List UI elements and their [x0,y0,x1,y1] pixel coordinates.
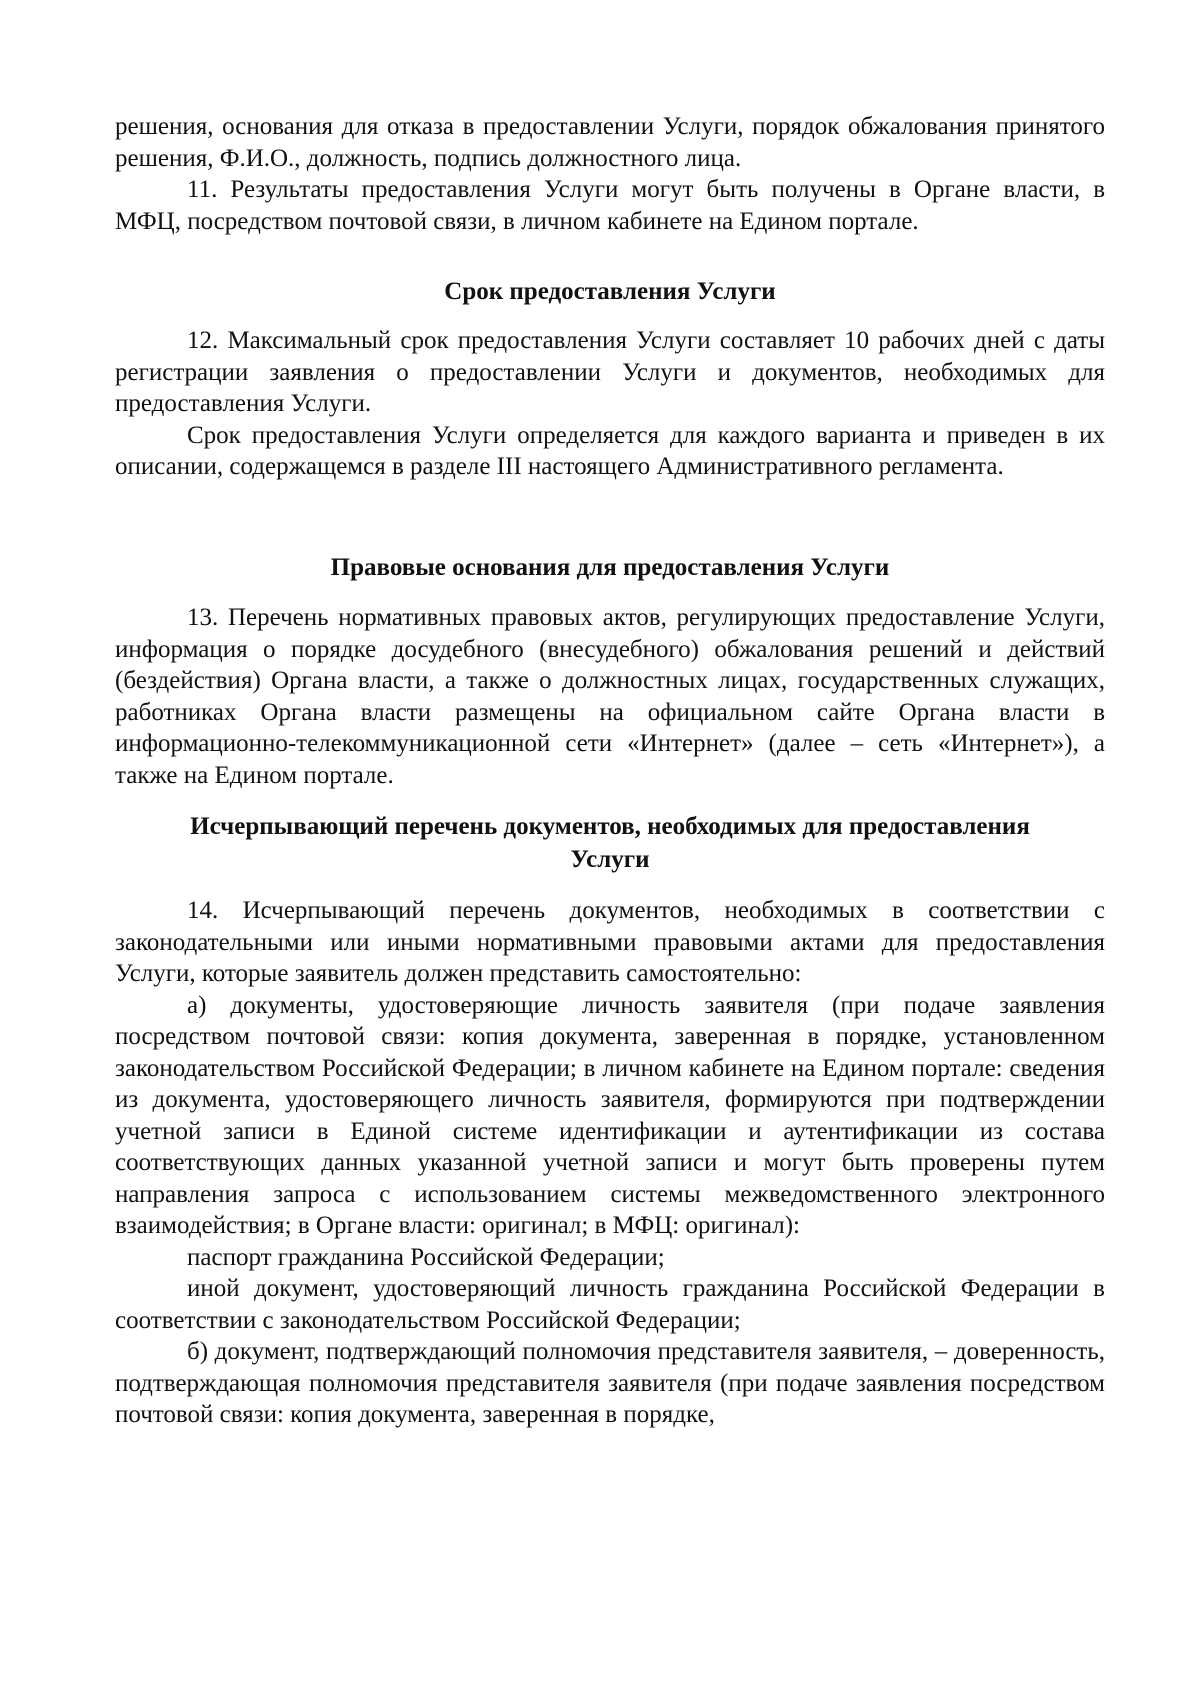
paragraph-passport: паспорт гражданина Российской Федерации; [187,1243,665,1271]
paragraph-other-doc: иной документ, удостоверяющий личность гражданина Российской Федерации в соответствии с законодательством Российской Федерации; [115,1275,1105,1334]
paragraph-12b: Срок предоставления Услуги определяется для каждого варианта и приведен в их описании, содержащемся в разделе III настоящего Административного регламента. [115,421,1105,480]
text-block-term [115,325,1105,483]
paragraph-13: 13. Перечень нормативных правовых актов, регулирующих предоставление Услуги, информация о порядке досудебного (внесудебного) обжалования решений и действий (бездействия) Органа власти, а также о должностных лицах, государственных служащих, работниках Органа власти размещены на официальном сайте Органа власти в информационно-телекоммуникационной сети «Интернет» (далее – сеть «Интернет»), а также на Едином портале. [115,604,1105,789]
text-block-docs [115,895,1105,1431]
text-block-legal [115,602,1105,791]
heading-docs [115,810,1105,876]
heading-docs-line1: Исчерпывающий перечень документов, необходимых для предоставления [190,813,1030,840]
paragraph-12: 12. Максимальный срок предоставления Услуги составляет 10 рабочих дней с даты регистрации заявления о предоставлении Услуги и документов, необходимых для предоставления Услуги. [115,327,1105,417]
paragraph-11: 11. Результаты предоставления Услуги могут быть получены в Органе власти, в МФЦ, посредством почтовой связи, в личном кабинете на Едином портале. [115,176,1105,235]
paragraph-continuation: решения, основания для отказа в предоставлении Услуги, порядок обжалования принятого решения, Ф.И.О., должность, подпись должностного лица. [115,113,1105,172]
text-block-top [115,111,1105,237]
heading-term: Срок предоставления Услуги [444,278,776,305]
heading-docs-line2: Услуги [570,846,650,873]
paragraph-b: б) документ, подтверждающий полномочия представителя заявителя, – доверенность, подтверждающая полномочия представителя заявителя (при подаче заявления посредством почтовой связи: копия документа, заверенная в порядке, [115,1338,1105,1428]
paragraph-a: а) документы, удостоверяющие личность заявителя (при подаче заявления посредством почтовой связи: копия документа, заверенная в порядке, установленном законодательством Российской Федерации; в личном кабинете на Едином портале: сведения из документа, удостоверяющего личность заявителя, формируются при подтверждении учетной записи в Единой системе идентификации и аутентификации из состава соответствующих данных указанной учетной записи и могут быть проверены путем направления запроса с использованием системы межведомственного электронного взаимодействия; в Органе власти: оригинал; в МФЦ: оригинал): [115,991,1105,1239]
heading-legal: Правовые основания для предоставления Услуги [330,554,890,581]
paragraph-14: 14. Исчерпывающий перечень документов, необходимых в соответствии с законодательными или иными нормативными правовыми актами для предоставления Услуги, которые заявитель должен представить самостоятельно: [115,897,1105,987]
